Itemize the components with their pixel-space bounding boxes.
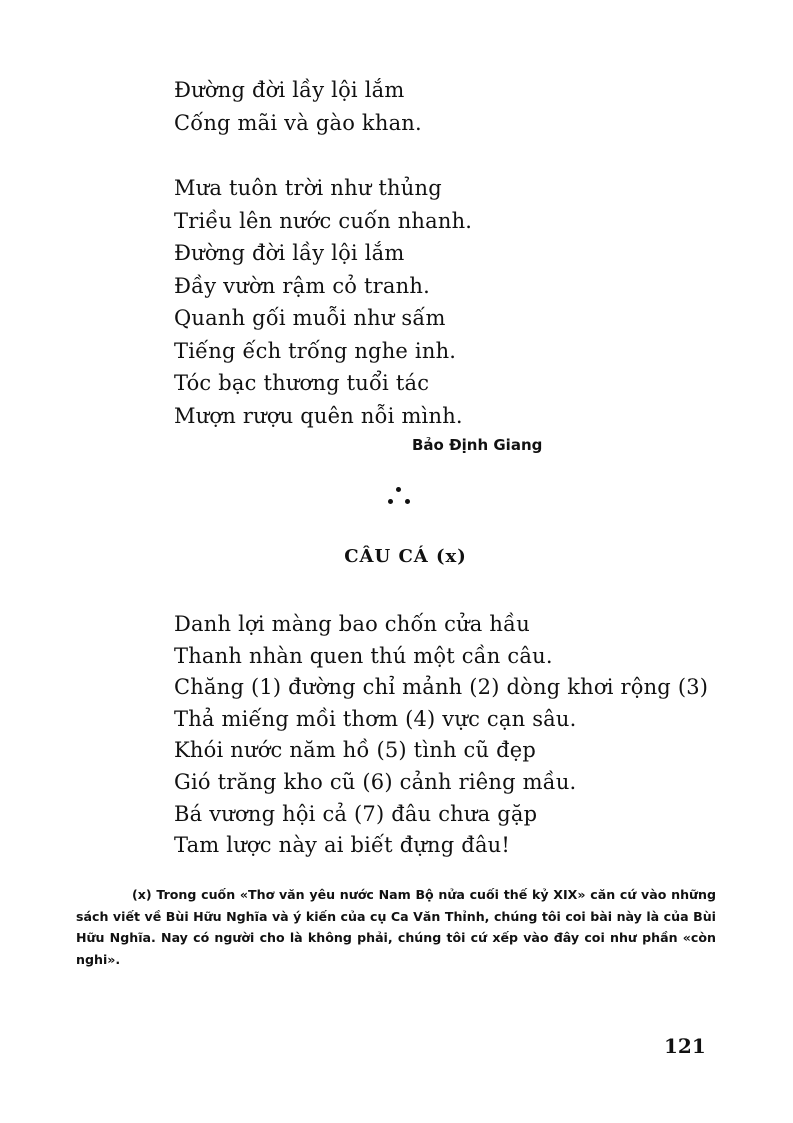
verse-line: Thanh nhàn quen thú một cần câu. bbox=[174, 643, 553, 668]
footnote: (x) Trong cuốn «Thơ văn yêu nước Nam Bộ nửa cuối thế kỷ XIX» căn cứ vào những sách viết về Bùi Hữu Nghĩa và ý kiến của cụ Ca Văn Thỉnh, chúng tôi coi bài này là của Bùi Hữu Nghĩa. Nay có người cho là không phải, chúng tôi cứ xếp vào đây coi như phần «còn nghi». bbox=[76, 887, 716, 967]
verse-line: Cống mãi và gào khan. bbox=[174, 110, 422, 135]
verse-line: Tiếng ếch trống nghe inh. bbox=[174, 338, 457, 363]
verse-line: Tam lược này ai biết đựng đâu! bbox=[174, 833, 511, 858]
verse-line: Gió trăng kho cũ (6) cảnh riêng mầu. bbox=[174, 769, 577, 794]
asterism-separator bbox=[384, 484, 414, 508]
verse-line: Khói nước năm hồ (5) tình cũ đẹp bbox=[174, 738, 537, 763]
verse-line: Mượn rượu quên nỗi mình. bbox=[174, 403, 463, 428]
poem-1-stanza-1 bbox=[174, 74, 422, 139]
separator-dot bbox=[405, 499, 410, 504]
separator-dot bbox=[396, 487, 401, 492]
poem-title: CÂU CÁ (x) bbox=[344, 546, 467, 567]
poem-1-stanza-2 bbox=[174, 172, 472, 432]
poem-author: Bảo Định Giang bbox=[412, 436, 543, 454]
verse-line: Danh lợi màng bao chốn cửa hầu bbox=[174, 612, 530, 636]
verse-line: Đường đời lầy lội lắm bbox=[174, 241, 405, 265]
page-number: 121 bbox=[664, 1034, 706, 1058]
verse-line: Bá vương hội cả (7) đâu chưa gặp bbox=[174, 801, 538, 826]
verse-line: Đường đời lầy lội lắm bbox=[174, 78, 405, 102]
verse-line: Đầy vườn rậm cỏ tranh. bbox=[174, 273, 430, 298]
verse-line: Quanh gối muỗi như sấm bbox=[174, 306, 446, 330]
verse-line: Triều lên nước cuốn nhanh. bbox=[174, 208, 473, 233]
verse-line: Tóc bạc thương tuổi tác bbox=[174, 371, 430, 395]
verse-line: Chăng (1) đường chỉ mảnh (2) dòng khơi rộng (3) bbox=[174, 675, 709, 700]
poem-2-verses bbox=[174, 609, 708, 862]
separator-dot bbox=[388, 499, 393, 504]
verse-line: Thả miếng mồi thơm (4) vực cạn sâu. bbox=[174, 706, 577, 731]
verse-line: Mưa tuôn trời như thủng bbox=[174, 176, 442, 200]
